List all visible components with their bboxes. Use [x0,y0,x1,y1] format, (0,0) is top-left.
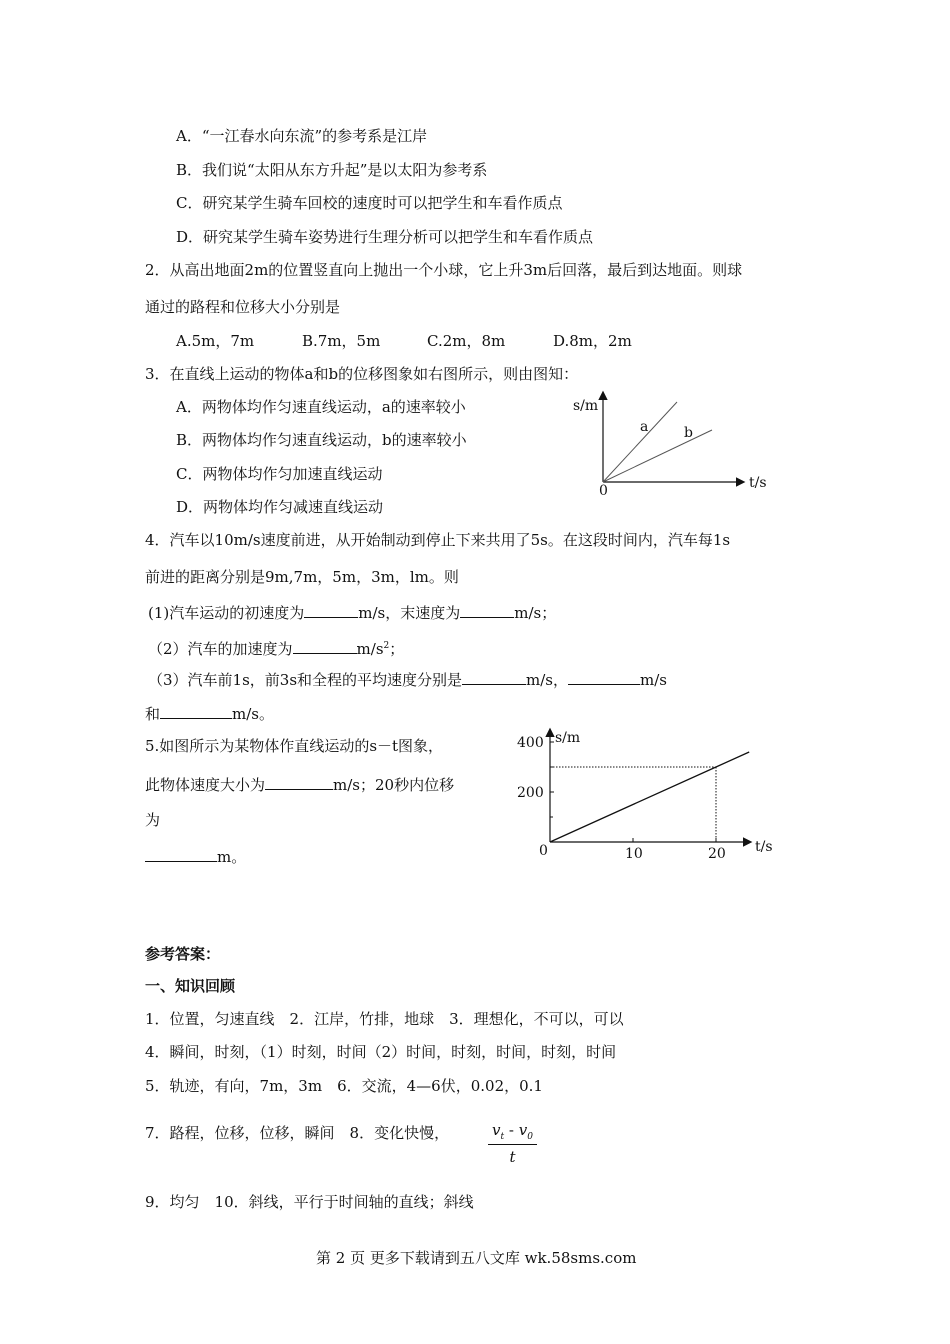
q5-st-chart [505,720,785,865]
q5-origin-label: 0 [539,843,548,859]
q4-acceleration-blank[interactable] [293,638,357,654]
q3-line-a [603,402,677,482]
y-tick-label: 400 [517,735,544,751]
answers-line1: 1．位置，匀速直线 2．江岸，竹排，地球 3．理想化，不可以，可以 [145,1010,624,1028]
st-data-line [550,752,749,842]
q5-speed-blank[interactable] [265,774,333,790]
q2-option-c: C.2m，8m [427,332,506,350]
fraction-denominator: t [509,1148,516,1166]
q2-stem-line2: 通过的路程和位移大小分别是 [145,298,341,316]
q4-avg-speed-1s-blank[interactable] [462,669,526,685]
q4-part2-text-c: ； [389,640,405,658]
q4-initial-speed-blank[interactable] [304,602,358,618]
q4-part3-text-d: 和 [145,705,161,723]
q4-part2 [148,636,404,659]
answers-section-title: 一、知识回顾 [145,977,236,995]
q4-part2-sup: 2 [383,641,390,651]
q5-displacement-blank[interactable] [145,846,217,862]
q3-option-b: B．两物体均作匀速直线运动，b的速率较小 [176,431,467,449]
q4-part1-text-a: (1)汽车运动的初速度为 [148,604,305,622]
q4-final-speed-blank[interactable] [460,602,514,618]
q3-option-a: A．两物体均作匀速直线运动，a的速率较小 [176,398,466,416]
q5-line2-text-a: 此物体速度大小为 [145,776,266,794]
q3-line-b [603,430,712,482]
q4-part1-text-c: m/s； [514,604,557,622]
q3-option-c: C．两物体均作匀加速直线运动 [176,465,383,483]
q4-part1-text-b: m/s，末速度为 [358,604,461,622]
q4-stem-line2: 前进的距离分别是9m,7m，5m，3m，lm。则 [145,568,459,586]
q4-avg-speed-3s-blank[interactable] [568,669,640,685]
q3-x-label: t/s [749,475,767,491]
q4-part3-text-b: m/s， [526,671,569,689]
q2-option-b: B.7m，5m [302,332,381,350]
q4-part2-text-a: （2）汽车的加速度为 [148,640,293,658]
q4-stem-line1: 4．汽车以10m/s速度前进，从开始制动到停止下来共用了5s。在这段时间内，汽车每1s [145,531,731,549]
x-tick-label: 10 [625,846,643,862]
answers-line3: 5．轨迹，有向，7m，3m 6．交流，4—6伏，0.02，0.1 [145,1077,543,1095]
q1-option-b: B．我们说“太阳从东方升起”是以太阳为参考系 [176,161,488,179]
answers-line4 [145,1123,449,1143]
q5-y-label: s/m [555,730,581,746]
q1-option-c: C．研究某学生骑车回校的速度时可以把学生和车看作质点 [176,194,563,212]
q5-stem-line4 [145,846,246,867]
q3-stem: 3．在直线上运动的物体a和b的位移图象如右图所示，则由图知： [145,365,579,383]
q3-line-b-label: b [684,425,693,441]
q4-part3-cont [145,703,274,724]
q4-part3-text-e: m/s。 [232,705,274,723]
q4-part3-text-a: （3）汽车前1s，前3s和全程的平均速度分别是 [148,671,463,689]
q1-option-a: A．“一江春水向东流”的参考系是江岸 [176,127,428,145]
q4-part3-text-c: m/s [640,671,667,689]
q5-line2-text-b: m/s；20秒内位移 [333,776,455,794]
q2-stem-line1: 2．从高出地面2m的位置竖直向上抛出一个小球，它上升3m后回落，最后到达地面。则球 [145,261,743,279]
page-footer: 第 2 页 更多下载请到五八文库 wk.58sms.com [316,1249,637,1267]
x-tick-label: 20 [708,846,726,862]
q4-avg-speed-total-blank[interactable] [160,703,232,719]
answers-title: 参考答案： [145,945,221,963]
q3-origin-label: 0 [599,483,608,499]
y-tick-label: 200 [517,785,544,801]
fraction-numerator: $v_t - v_0$ [488,1121,537,1145]
q2-option-a: A.5m，7m [176,332,255,350]
q3-position-graph [560,385,790,500]
q4-part1 [148,602,556,623]
q2-option-d: D.8m，2m [553,332,632,350]
q5-stem-line1: 5.如图所示为某物体作直线运动的s－t图象， [145,737,444,755]
q5-stem-line3: 为 [145,811,161,829]
q5-line4-text: m。 [217,848,247,866]
q4-part3 [148,669,667,690]
q1-option-d: D．研究某学生骑车姿势进行生理分析可以把学生和车看作质点 [176,228,594,246]
velocity-formula-fraction [488,1121,537,1166]
q3-line-a-label: a [640,419,649,435]
q4-part2-text-b: m/s [356,640,384,658]
q5-x-label: t/s [755,839,773,855]
answers-line4-text: 7．路程，位移，位移，瞬间 8．变化快慢， [145,1124,450,1142]
answers-line2: 4．瞬间，时刻，（1）时刻，时间（2）时间，时刻，时间，时刻，时间 [145,1043,617,1061]
answers-line5: 9．均匀 10．斜线，平行于时间轴的直线；斜线 [145,1193,474,1211]
q3-y-label: s/m [573,398,599,414]
q5-stem-line2 [145,774,454,795]
q3-option-d: D．两物体均作匀减速直线运动 [176,498,384,516]
